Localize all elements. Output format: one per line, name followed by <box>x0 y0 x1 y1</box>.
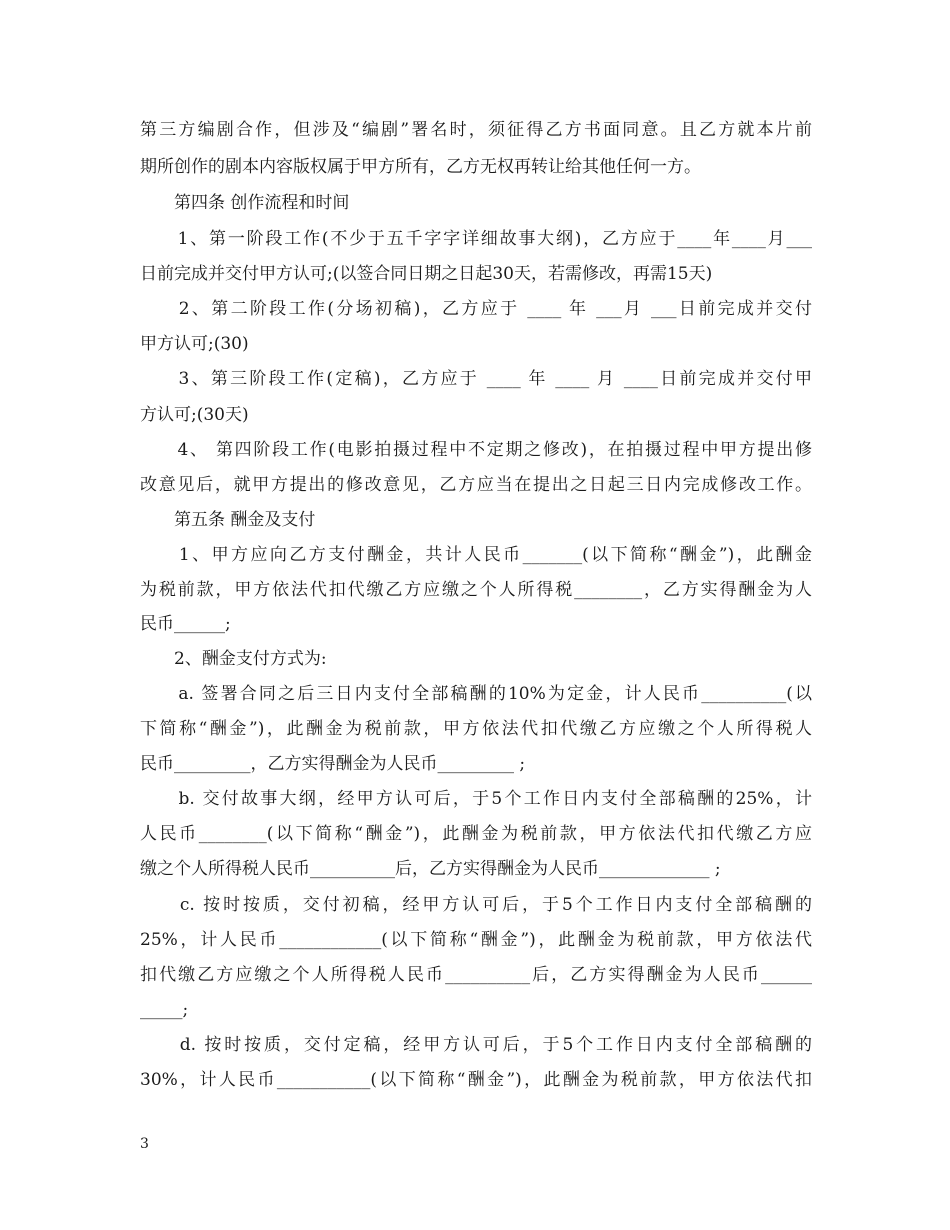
paragraph-line: 2、酬金支付方式为: <box>140 649 327 669</box>
paragraph-line: c. 按时按质，交付初稿，经甲方认可后，于5个工作日内支付全部稿酬的 <box>140 895 812 915</box>
paragraph-line: d. 按时按质，交付定稿，经甲方认可后，于5个工作日内支付全部稿酬的 <box>140 1035 812 1055</box>
paragraph-line: 2、第二阶段工作(分场初稿)，乙方应于 ____ 年 ___月 ___日前完成并交付 <box>140 299 812 319</box>
paragraph-line: 改意见后，就甲方提出的修改意见，乙方应当在提出之日起三日内完成修改工作。 <box>140 475 812 495</box>
paragraph-line: 方认可;(30天) <box>140 405 249 425</box>
paragraph-line: 第三方编剧合作，但涉及“编剧”署名时，须征得乙方书面同意。且乙方就本片前 <box>140 120 812 140</box>
section-heading: 第四条 创作流程和时间 <box>140 193 350 213</box>
section-heading: 第五条 酬金及支付 <box>140 510 316 530</box>
paragraph-line: 下简称“酬金”)，此酬金为税前款，甲方依法代扣代缴乙方应缴之个人所得税人 <box>140 719 812 739</box>
paragraph-line: 25%，计人民币____________(以下简称“酬金”)，此酬金为税前款，甲方依法代 <box>140 930 812 950</box>
paragraph-line: b. 交付故事大纲，经甲方认可后，于5个工作日内支付全部稿酬的25%，计 <box>140 789 812 809</box>
paragraph-line: 民币_________，乙方实得酬金为人民币_________ ; <box>140 754 526 774</box>
paragraph-line: 3、第三阶段工作(定稿)，乙方应于 ____ 年 ____ 月 ____日前完成并交付甲 <box>140 369 812 389</box>
page-number: 3 <box>140 1136 149 1152</box>
paragraph-line: 甲方认可;(30) <box>140 334 249 354</box>
paragraph-line: 为税前款，甲方依法代扣代缴乙方应缴之个人所得税________，乙方实得酬金为人 <box>140 580 812 600</box>
paragraph-line: 4、 第四阶段工作(电影拍摄过程中不定期之修改)，在拍摄过程中甲方提出修 <box>140 440 812 460</box>
paragraph-line: 日前完成并交付甲方认可;(以签合同日期之日起30天，若需修改，再需15天) <box>140 264 713 284</box>
paragraph-line: 缴之个人所得税人民币__________后，乙方实得酬金为人民币_____________ ; <box>140 859 721 879</box>
paragraph-line: _____; <box>140 1000 189 1020</box>
paragraph-line: 扣代缴乙方应缴之个人所得税人民币__________后，乙方实得酬金为人民币______ <box>140 965 812 985</box>
paragraph-line: 民币______; <box>140 614 231 634</box>
paragraph-line: 人民币________(以下简称“酬金”)，此酬金为税前款，甲方依法代扣代缴乙方应 <box>140 824 812 844</box>
paragraph-line: 30%，计人民币___________(以下简称“酬金”)，此酬金为税前款，甲方依法代扣 <box>140 1070 812 1090</box>
paragraph-line: a. 签署合同之后三日内支付全部稿酬的10%为定金，计人民币__________(以 <box>140 684 812 704</box>
paragraph-line: 1、第一阶段工作(不少于五千字字详细故事大纲)，乙方应于____年____月___ <box>140 229 812 249</box>
paragraph-line: 期所创作的剧本内容版权属于甲方所有，乙方无权再转让给其他任何一方。 <box>140 157 701 177</box>
paragraph-line: 1、甲方应向乙方支付酬金，共计人民币_______(以下简称“酬金”)，此酬金 <box>140 545 812 565</box>
